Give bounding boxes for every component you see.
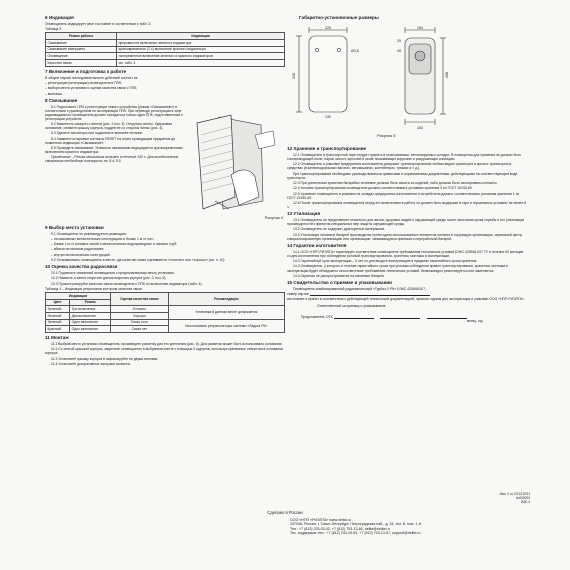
note: Примечание – Режим связывания активен в течение 150 с. Для возобновления связывания необходимо повторить пп. 8.4, 8.5. [45, 155, 179, 164]
paragraph: – монтажа. [45, 91, 63, 96]
dim-label-top-width: 154 [417, 26, 423, 30]
dimensions-drawing [287, 22, 527, 144]
paragraph: 14.1 ООО «НПП РИЭЛТА» гарантирует соответствие оповещателя требованиям технических условий БЭКС.425548.007 ТУ в течение 62 месяцев со дня изготовления при соблюдении условий транспортирования, хранения, монтажа и эксплуатации. [287, 249, 524, 258]
paragraph: 8.4 Замкните штыревые контакты RESET на плате проводящим предметом до появления индикации «Связывание». [45, 136, 176, 145]
paragraph: 11.3 Установите крышку корпуса и зафиксируйте ее двумя винтами. [51, 356, 159, 361]
table-4-subheader: Режим [70, 299, 111, 306]
section-8-title: 8 Связывание [45, 97, 78, 103]
paragraph: – ближе 1 м от силовых линий и металлических водопроводных и газовых труб; [51, 242, 178, 247]
paragraph: 11.4 Установите декоративные заглушки на винты. [51, 361, 131, 366]
table-cell: Отлично [111, 306, 169, 313]
paragraph: – на массивных металлических конструкциях и ближе 1 м от них; [51, 236, 154, 241]
paragraph: Оповещатель комбинированный радиоканальный «Трубач-У-РК» БЭКС.425548.007, [293, 286, 427, 291]
responsible-label: Ответственный за приемку и упаковывание [317, 304, 386, 309]
name-line [380, 318, 420, 319]
doc-number: №000003 [515, 495, 530, 500]
date-line [427, 318, 467, 319]
batch-number-label: номер партии [287, 292, 309, 297]
paragraph: 12.5 Хранение оповещателя в упаковке на складах предприятия-изготовителя и потребителя должно соответствовать условиям хранения 1 по ГОСТ 15150-69. [287, 191, 520, 200]
figure-5 [287, 22, 527, 144]
paragraph: – выбора места установки и оценки качества связи с ППК; [45, 86, 138, 91]
edition-block [500, 493, 530, 505]
company-line: Тел.: +7 (812) 233-03-02, +7 (812) 703-13-60, riellta@riellta.ru [290, 526, 390, 531]
paragraph: 14.4 Гарантия не распространяется на литиевые батареи. [293, 273, 385, 278]
paragraph: 8.3 Удалите изоляторы или подключите внешнее питание. [51, 131, 144, 136]
table-cell: Связывание завершено [46, 46, 117, 53]
table-4-subheader: Цвет [46, 299, 70, 306]
figure-5-caption: Рисунок 5 [377, 133, 396, 138]
paragraph: 11.2 Со снятой крышкой корпуса, закрепите оповещатель в выбранном месте с помощью 2 шурупов, используя крепежные отверстия в основании корпуса. [45, 347, 283, 356]
table-cell: Хорошо [111, 312, 169, 319]
paragraph: 14.3 Оповещатель, у которого в течение гарантийного срока при условии соблюдения правил транспортирования, хранения, монтажа и эксплуатации будет обнаружено несоответствие требованиям технических условий, безвозмездно ремонтируется или заменяется. [287, 264, 508, 273]
paragraph: – вблизи источников радиопомех; [51, 247, 105, 252]
table-cell: Связь есть [111, 319, 169, 326]
table-row [46, 46, 285, 53]
dim-label-width: 220 [325, 26, 331, 30]
company-line: 197046, Россия, г. Санкт-Петербург, Петроградская наб., д. 34, лит. Б, пом. 1-Н [290, 522, 422, 527]
left-column [45, 13, 285, 367]
table-4-header: Рекомендации [168, 292, 284, 305]
paragraph: 12.3 При длительном хранении батарейки литиевые должны быть изъяты из изделий, либо должны быть изолированы контакты. [293, 181, 498, 186]
table-cell: прерывистое включение зеленого индикатора [117, 40, 285, 47]
paragraph: 13.3 Утилизация литиевых батарей производится путем сдачи использованных элементов питания в торгующую организацию, сервисный центр, специализированную организацию или организацию, занимающуюся приемом и переработкой батарей. [287, 232, 523, 241]
paragraph: 10.3 Проконтролируйте качество связи оповещателя с ППК по включению индикатора (табл. 4). [51, 281, 203, 286]
device-opening-illustration [189, 105, 285, 223]
paragraph: 11.1 Выбрав место установки оповещателя, произведите разметку для его крепления (рис. 5). Для разметки может быть использовано основание. [51, 341, 283, 346]
edition: Изм. 2 от 23.03.2021 [499, 492, 530, 496]
table-cell: Зеленый [46, 312, 70, 319]
paragraph: 10.2 Нажмите и затем отпустите датчик вскрытия корпуса (рис. 2, поз. 6). [51, 276, 167, 281]
table-cell: Зеленый [46, 319, 70, 326]
table-cell: Установка в данном месте допускается [168, 306, 284, 319]
paragraph: При транспортировании необходимо руководствоваться правилами и нормативными документами, действующими на соответствующем виде транспорта. [287, 171, 518, 180]
figure-4 [189, 105, 285, 223]
table-cell: Качество связи [46, 60, 117, 67]
table-row [46, 40, 285, 47]
paragraph: 14.2 Гарантийный срок эксплуатации – 5 лет со дня ввода в эксплуатацию в пределах гарантийного срока хранения. [293, 259, 478, 264]
table-cell: кратковременное (2 с) включение красного индикатора [117, 46, 285, 53]
company-line: ООО «НПП «РИЭЛТА» www.riellta.ru [290, 518, 351, 522]
paragraph: – регистрации (интеграции) оповещателя в ППК; [45, 80, 122, 85]
table-cell: Красный [46, 326, 70, 333]
table-4-header: Оценка качества связи [111, 292, 169, 305]
paragraph: 9.1 Оповещатель не рекомендуется размещать: [51, 231, 127, 236]
section-9-title: 9 Выбор места установки [45, 224, 104, 230]
table-3-caption: Таблица 3 [45, 27, 62, 32]
table-cell: Оповещение [46, 53, 117, 60]
section-13-title: 13 Утилизация [287, 211, 321, 217]
dim-label-offset-2: 49 [397, 49, 401, 53]
table-cell: Два включения [70, 312, 111, 319]
table-cell: Одно включение [70, 326, 111, 333]
section-14-title: 14 Гарантии изготовителя [287, 242, 347, 248]
dim-label-side-height: 268 [445, 72, 449, 78]
paragraph: 9.2 Устанавливать оповещатель в месте, где качество связи оценивается «отлично» или «хорошо» (см. п. 10). [51, 257, 226, 262]
section-12-title: 12 Хранение и транспортирование [287, 146, 367, 151]
paragraph: 12.6 После транспортирования оповещателя перед его включением в работу он должен быть выдержан в таре в нормальных условиях не менее 6 ч. [287, 200, 527, 209]
section-6-text: Оповещатель индицирует свое состояние в соответствии с табл. 3. [45, 22, 152, 26]
table-4-header: Индикация [46, 292, 111, 299]
table-3-header: Индикация [117, 33, 285, 40]
right-column [287, 13, 527, 325]
dim-label-depth: 163 [417, 126, 423, 130]
table-3 [45, 32, 285, 66]
table-3-header: Режим работы [46, 33, 117, 40]
dimensions-title: Габаритно-установочные размеры [299, 15, 379, 20]
company-line: Тех. поддержка: тел.: +7 (812) 233-29-53, +7 (812) 703-13-57, support@riellta.ru [290, 530, 421, 535]
table-cell: попеременное включение зеленого и красного индикаторов [117, 53, 285, 60]
paragraph: 13.2 Оповещатель не содержит драгоценных материалов. [293, 227, 386, 232]
paragraph: 8.5 Проведите связывание. Успешное связывание индицируется кратковременным включением красного индикатора. [45, 146, 183, 155]
paragraph: 13.1 Оповещатель не представляет опасности для жизни, здоровья людей и окружающей среды после окончания срока службы и его утилизация производится без принятия специальных мер защиты окружающей среды. [287, 218, 525, 227]
table-cell: Связи нет [111, 326, 169, 333]
paragraph: 12.4 Условия транспортирования оповещателя должны соответствовать условиям хранения 3 по ГОСТ 15150-69. [293, 186, 473, 191]
table-cell: Зеленый [46, 306, 70, 313]
table-4-caption: Таблица 4 – Индикация результатов контроля качества связи [45, 286, 142, 291]
signature-line [334, 318, 374, 319]
figure-4-caption: Рисунок 4 [264, 214, 283, 220]
table-cell: Одно включение [70, 319, 111, 326]
table-cell: см. табл. 4 [117, 60, 285, 67]
paragraph: изготовлен и принят в соответствии с действующей технической документацией, признан годным для эксплуатации и упакован ООО «НПП РИЭЛТА». [287, 297, 525, 302]
paragraph: 8.2 Вывинтить саморез с винтов (рис. 2 поз. 3). Открутить винты. Удерживая основание, снимите крышку корпуса, поддев ее со стороны линзы (рис. 4). [45, 122, 172, 131]
dim-label-height: 130 [292, 73, 296, 79]
batch-number-field [310, 295, 430, 296]
paragraph: 8.1 Подготовить ППК к регистрации нового устройства (режим «Связывание») в соответствии с руководством по эксплуатации ППК. При переводе регистрации в зоне радиовидимости оповещателя должен находиться только один ППК, подготовленный к регистрации устройств. [45, 104, 183, 121]
table-cell: Связывание [46, 40, 117, 47]
table-row [46, 319, 285, 326]
section-11-title: 11 Монтаж [45, 334, 69, 340]
company-footer [290, 518, 530, 535]
page-mark: ИЗЕ.4 [520, 499, 530, 504]
section-10-title: 10 Оценка качества радиосвязи [45, 263, 118, 269]
paragraph: 12.1 Оповещатель в транспортной таре следует хранить в отапливаемых, вентилируемых складах. В помещении для хранения не должно быть токопроводящей пыли, паров, кислот, щелочей и газов, вызывающих коррозию и разрушающих изоляцию. [287, 153, 522, 162]
qc-representative-label: Представитель ОТК [301, 314, 333, 319]
table-row [46, 306, 285, 313]
table-cell: Использовать ретрансляторы системы «Ладога РК» [168, 319, 284, 332]
paragraph: 10.1 Поднесите связанный оповещатель к предполагаемому месту установки. [51, 270, 175, 275]
paragraph: – внутри металлических конструкций. [51, 252, 111, 257]
table-cell: Три включения [70, 306, 111, 313]
dim-label-hole: Ø3,5 [351, 49, 359, 53]
table-row [46, 53, 285, 60]
date-caption: месяц, год [467, 318, 483, 323]
made-in: Сделано в России [267, 510, 303, 515]
section-15-title: 15 Свидетельство о приемке и упаковывании [287, 279, 392, 285]
section-7-title: 7 Включение и подготовка к работе [45, 68, 127, 74]
table-4 [45, 292, 285, 333]
dim-label-offset: 29 [397, 39, 401, 43]
paragraph: В общем случае последовательность действий состоит из: [45, 75, 139, 80]
section-6-title: 6 Индикация [45, 15, 74, 20]
table-row [46, 60, 285, 67]
paragraph: 12.2 Оповещатель в упаковке предприятия-изготовителя допускает транспортирование любым видом транспорта в крытых транспортных средствах (в железнодорожных вагонах, автомашинах, контейнерах, трюмах и т. д.). [287, 162, 512, 171]
dim-label-mount: 130 [325, 115, 331, 119]
